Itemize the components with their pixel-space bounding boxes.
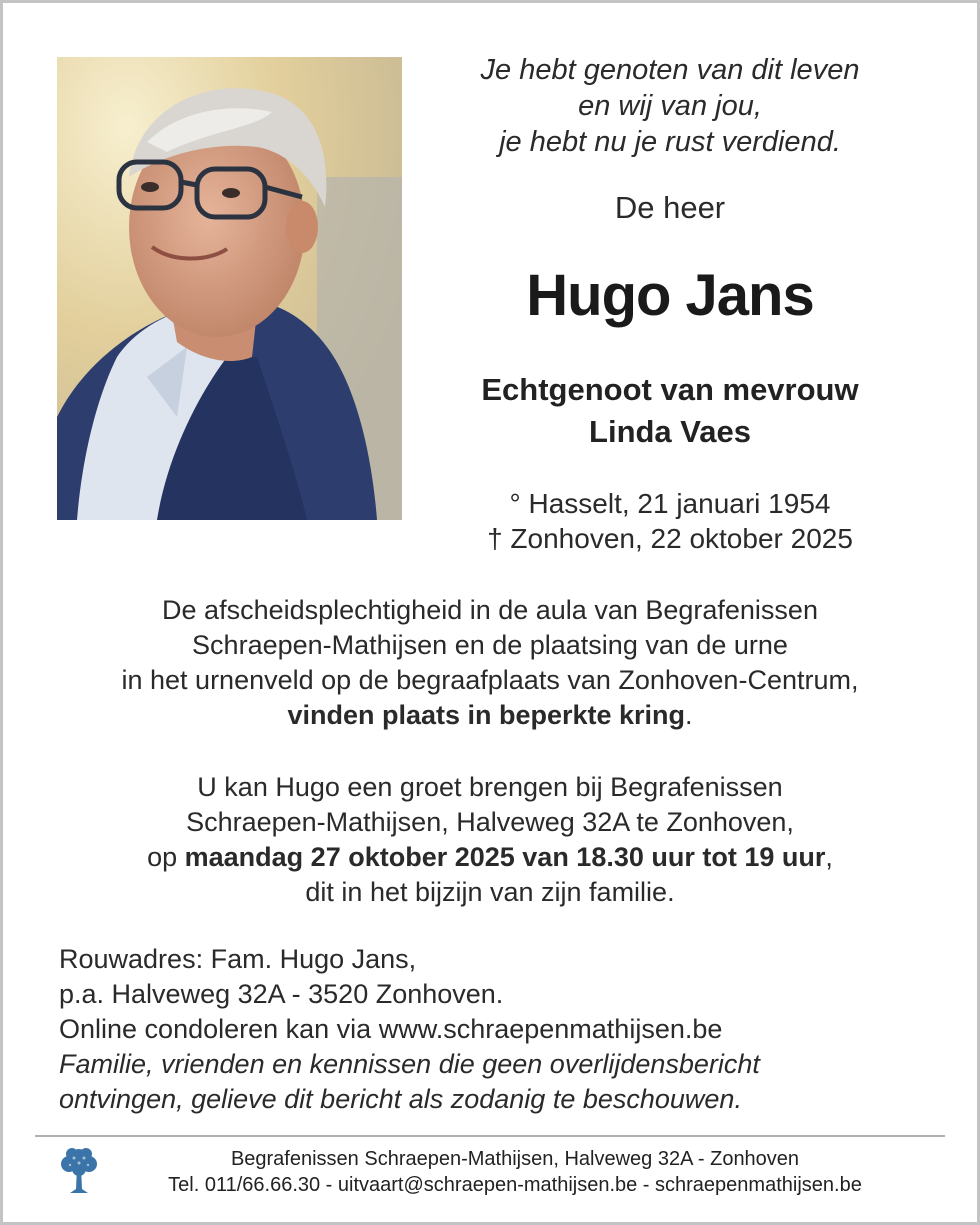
- portrait-photo: [57, 57, 402, 520]
- address-line: Rouwadres: Fam. Hugo Jans,: [59, 944, 417, 974]
- honorific: De heer: [614, 190, 726, 225]
- life-dates: [420, 486, 920, 556]
- spouse-relation: Echtgenoot van mevrouw: [481, 372, 859, 407]
- footer-divider: [35, 1135, 945, 1137]
- visit-line: dit in het bijzijn van zijn familie.: [305, 877, 675, 907]
- verse-line: en wij van jou,: [578, 90, 762, 122]
- ceremony-emphasis: vinden plaats in beperkte kring: [287, 700, 686, 730]
- birth-date: ° Hasselt, 21 januari 1954: [509, 488, 831, 519]
- ceremony-line: in het urnenveld op de begraafplaats van Zonhoven-Centrum,: [121, 665, 859, 695]
- mourning-address: [59, 942, 939, 1117]
- death-date: † Zonhoven, 22 oktober 2025: [487, 523, 853, 554]
- footer-contact[interactable]: Tel. 011/66.66.30 - uitvaart@schraepen-mathijsen.be - schraepenmathijsen.be: [168, 1174, 862, 1196]
- memorial-verse: [430, 52, 910, 160]
- verse-line: Je hebt genoten van dit leven: [480, 54, 860, 86]
- ceremony-line: Schraepen-Mathijsen en de plaatsing van de urne: [192, 630, 788, 660]
- verse-line: je hebt nu je rust verdiend.: [499, 126, 841, 158]
- ceremony-notice: [0, 593, 980, 733]
- funeral-home-footer: [100, 1146, 930, 1198]
- portrait-illustration: [57, 57, 402, 520]
- visitation-notice: [0, 770, 980, 910]
- deceased-name: Hugo Jans: [526, 263, 814, 328]
- visit-line: U kan Hugo een groet brengen bij Begrafenissen: [197, 772, 783, 802]
- spouse-info: [420, 369, 920, 453]
- spouse-name: Linda Vaes: [589, 414, 751, 449]
- ceremony-line: [0, 698, 980, 733]
- ceremony-period: .: [685, 700, 693, 730]
- notice-line: Familie, vrienden en kennissen die geen overlijdensbericht: [59, 1049, 760, 1079]
- condolence-link[interactable]: Online condoleren kan via www.schraepenmathijsen.be: [59, 1014, 723, 1044]
- footer-address: Begrafenissen Schraepen-Mathijsen, Halveweg 32A - Zonhoven: [230, 1148, 800, 1170]
- visit-line: Schraepen-Mathijsen, Halveweg 32A te Zonhoven,: [186, 807, 794, 837]
- address-line: p.a. Halveweg 32A - 3520 Zonhoven.: [59, 979, 504, 1009]
- ceremony-line: De afscheidsplechtigheid in de aula van Begrafenissen: [162, 595, 818, 625]
- notice-line: ontvingen, gelieve dit bericht als zodanig te beschouwen.: [59, 1084, 742, 1114]
- visit-prefix: op: [147, 842, 185, 872]
- visit-line: [0, 840, 980, 875]
- tree-icon: [58, 1145, 100, 1197]
- visit-comma: ,: [825, 842, 833, 872]
- visit-datetime: maandag 27 oktober 2025 van 18.30 uur tot 19 uur: [184, 842, 826, 872]
